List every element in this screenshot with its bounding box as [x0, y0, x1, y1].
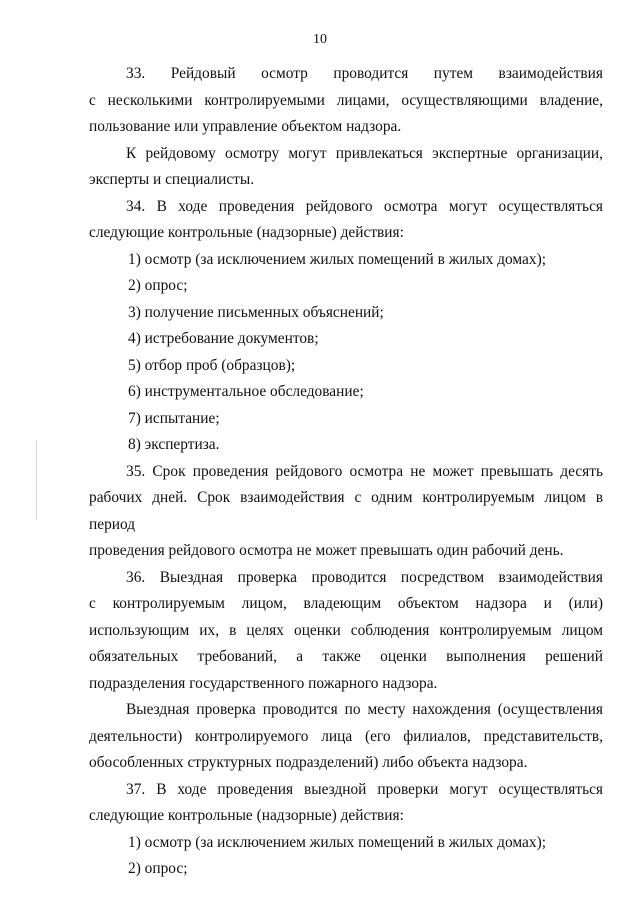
paragraph-36-line-4: обязательных требований, а также оценки выполнения решений [89, 648, 603, 665]
paragraph-36-line-5: подразделения государственного пожарного надзора. [89, 674, 438, 692]
paragraph-33b-line-2: эксперты и специалисты. [89, 171, 255, 188]
paragraph-35-line-2: рабочих дней. Срок взаимодействия с одним контролируемым лицом в период [89, 489, 603, 533]
list-item: 4) истребование документов; [128, 330, 319, 347]
paragraph-37-line-2: следующие контрольные (надзорные) действия: [89, 807, 404, 824]
list-item: 1) осмотр (за исключением жилых помещений в жилых домах); [128, 250, 546, 268]
paragraph-35-line-3: проведения рейдового осмотра не может превышать один рабочий день. [89, 542, 564, 559]
list-item: 2) опрос; [128, 860, 188, 877]
page-content [89, 61, 603, 883]
list-item: 6) инструментальное обследование; [128, 383, 364, 400]
paragraph-36b-line-1: Выездная проверка проводится по месту нахождения (осуществления [126, 701, 603, 718]
paragraph-33-line-2: с несколькими контролируемыми лицами, осуществляющими владение, [89, 91, 603, 109]
list-item: 8) экспертиза. [128, 436, 220, 453]
paragraph-36-line-2: с контролируемым лицом, владеющим объектом надзора и (или) [89, 595, 603, 612]
paragraph-34-line-2: следующие контрольные (надзорные) действия: [89, 224, 404, 241]
list-item: 2) опрос; [128, 277, 188, 294]
list-item: 7) испытание; [128, 409, 220, 427]
paragraph-33-line-3: пользование или управление объектом надзора. [89, 118, 402, 135]
paragraph-34-line-1: 34. В ходе проведения рейдового осмотра могут осуществляться [126, 197, 603, 215]
list-item: 1) осмотр (за исключением жилых помещений в жилых домах); [128, 833, 546, 851]
paragraph-33-line-1: 33. Рейдовый осмотр проводится путем взаимодействия [126, 65, 603, 82]
scan-artifact-line [36, 440, 37, 520]
page-number: 10 [313, 32, 327, 47]
paragraph-36b-line-3: обособленных структурных подразделений) либо объекта надзора. [89, 754, 528, 771]
list-item: 5) отбор проб (образцов); [128, 356, 296, 374]
paragraph-36b-line-2: деятельности) контролируемого лица (его филиалов, представительств, [89, 727, 603, 745]
paragraph-35-line-1: 35. Срок проведения рейдового осмотра не может превышать десять [126, 462, 603, 480]
paragraph-36-line-1: 36. Выездная проверка проводится посредством взаимодействия [126, 568, 603, 586]
paragraph-33b-line-1: К рейдовому осмотру могут привлекаться экспертные организации, [126, 144, 603, 162]
list-item: 3) получение письменных объяснений; [128, 303, 384, 321]
paragraph-37-line-1: 37. В ходе проведения выездной проверки могут осуществляться [126, 780, 603, 798]
paragraph-36-line-3: использующим их, в целях оценки соблюдения контролируемым лицом [89, 621, 603, 639]
